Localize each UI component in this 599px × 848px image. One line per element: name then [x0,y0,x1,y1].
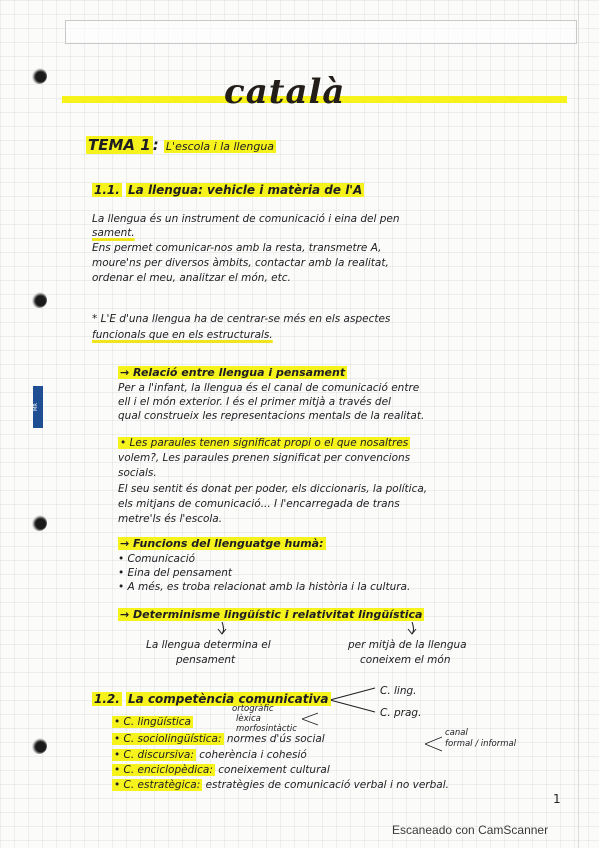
para1-line4: moure'ns per diversos àmbits, contactar amb la realitat, [92,257,389,269]
branch-c-prag: C. prag. [380,707,422,719]
determinisme-right-2: coneixem el món [360,654,451,666]
tema-title: L'escola i la llengua [165,140,275,153]
bullet-line3: socials. [118,467,157,479]
funcions-item-3: • A més, es troba relacionat amb la història i la cultura. [118,581,411,593]
register-canal: canal [445,728,468,738]
branch-c-ling: C. ling. [380,685,417,697]
competence-item-3: • C. discursiva: coherència i cohesió [114,749,307,761]
more-line3: metre'ls és l'escola. [118,513,223,525]
funcions-heading: → Funcions del llenguatge humà: [120,537,324,550]
determinisme-left-1: La llengua determina el [146,639,271,651]
relacio-line3: qual construeix les representacions mentals de la realitat. [118,410,425,422]
bullet-line2: volem?, Les paraules prenen significat per convencions [118,452,411,464]
determinisme-heading: → Determinisme lingüístic i relativitat lingüística [120,608,423,621]
note-line2: funcionals que en els estructurals. [92,329,273,341]
page-title: català [224,72,346,112]
notebook-tab: MR [33,386,43,428]
scanner-watermark: Escaneado con CamScanner [392,823,549,837]
note-line1: * L'E d'una llengua ha de centrar-se més en els aspectes [92,313,391,325]
relacio-line2: ell i el món exterior. I és el primer mitjà a través del [118,396,391,408]
para1-line1: La llengua és un instrument de comunicació i eina del pen [92,213,400,225]
sublabel-1: ortogràfic [232,704,274,714]
sublabel-2: lèxica [236,714,261,724]
competence-item-4: • C. enciclopèdica: coneixement cultural [114,764,330,776]
competence-item-5: • C. estratègica: estratègies de comunicació verbal i no verbal. [114,779,449,791]
bullet-line1: • Les paraules tenen significat propi o el que nosaltres [120,437,409,449]
section-1-heading: 1.1. La llengua: vehicle i matèria de l'A [94,183,363,197]
competence-item-1: • C. lingüística [114,716,191,728]
more-line2: els mitjans de comunicació... I l'encarregada de trans [118,498,400,510]
relacio-heading: → Relació entre llengua i pensament [120,366,346,379]
funcions-item-2: • Eina del pensament [118,567,233,579]
determinisme-left-2: pensament [176,654,236,666]
funcions-item-1: • Comunicació [118,553,196,565]
sublabel-3: morfosintàctic [236,724,297,734]
register-formal: formal / informal [445,739,517,749]
para1-line2: sament. [92,227,135,239]
tema-label: TEMA 1 [88,136,151,154]
competence-item-2: • C. sociolingüística: normes d'ús social [114,733,325,745]
section-2-heading: 1.2. La competència comunicativa [94,692,329,706]
para1-line3: Ens permet comunicar-nos amb la resta, transmetre A, [92,242,382,254]
relacio-line1: Per a l'infant, la llengua és el canal de comunicació entre [118,382,420,394]
more-line1: El seu sentit és donat per poder, els diccionaris, la política, [118,483,428,495]
para1-line5: ordenar el meu, analitzar el món, etc. [92,272,291,284]
tema-heading: TEMA 1 : L'escola i la llengua [88,136,275,154]
determinisme-right-1: per mitjà de la llengua [348,639,467,651]
page-number: 1 [553,792,561,806]
